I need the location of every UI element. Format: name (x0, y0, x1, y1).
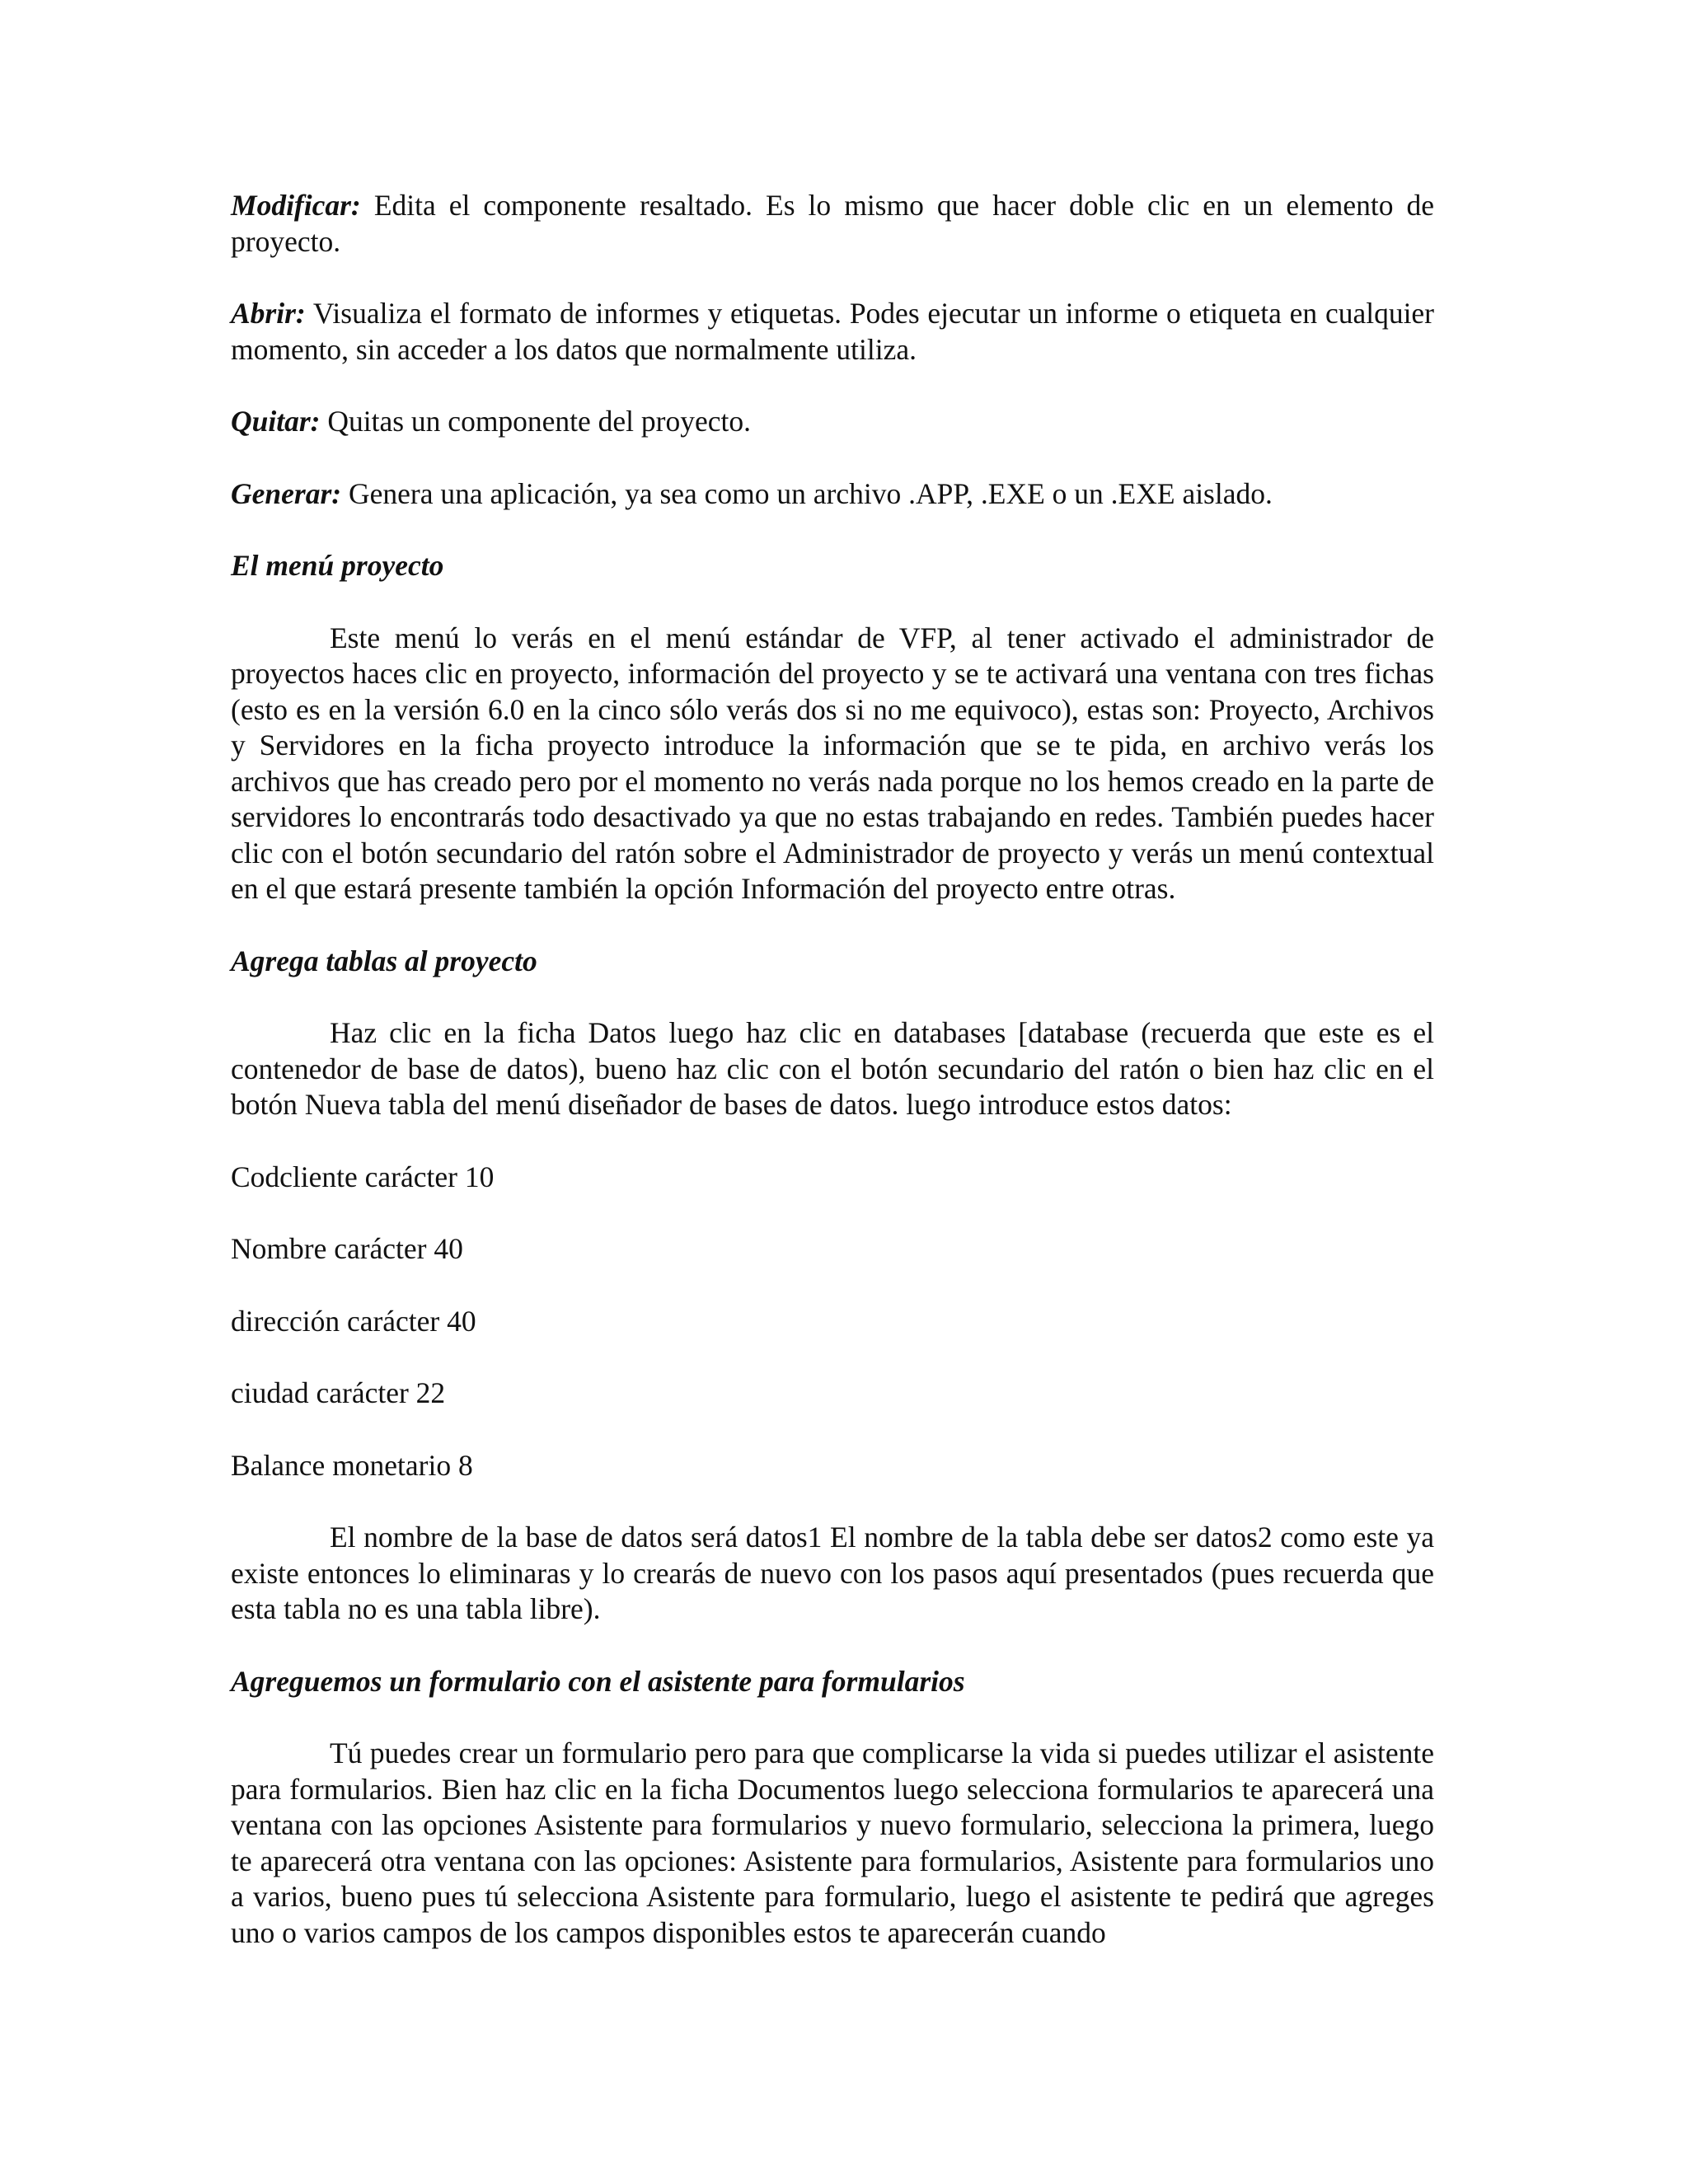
definition-term: Modificar: (231, 189, 361, 222)
definition-modificar (231, 188, 1434, 260)
definition-term: Quitar: (231, 405, 321, 438)
table-field-line: Nombre carácter 40 (231, 1232, 463, 1265)
definition-term: Generar: (231, 476, 342, 510)
definition-quitar (231, 404, 1434, 440)
section-body-agreguemos-formulario: Tú puedes crear un formulario pero para que complicarse la vida si puedes utilizar el asistente para formularios. Bien haz clic en la ficha Documentos luego selecciona formularios te aparecerá una ventana con las opciones Asistente para formularios y nuevo formulario, selecciona la primera, luego te aparecerá otra ventana con las opciones: Asistente para formularios, Asistente para formularios uno a varios, bueno pues tú selecciona Asistente para formulario, luego el asistente te pedirá que agreges uno o varios campos de los campos disponibles estos te aparecerán cuando (231, 1736, 1434, 1949)
definition-text: Genera una aplicación, ya sea como un archivo .APP, .EXE o un .EXE aislado. (348, 476, 1273, 510)
definition-term: Abrir: (231, 297, 306, 330)
table-field-line: ciudad carácter 22 (231, 1376, 446, 1409)
definition-generar (231, 476, 1434, 513)
section-heading-menu-proyecto: El menú proyecto (231, 549, 444, 582)
section-heading-agreguemos-formulario: Agreguemos un formulario con el asistente para formularios (231, 1664, 965, 1698)
document-page (231, 188, 1434, 1951)
section-body-menu-proyecto: Este menú lo verás en el menú estándar de VFP, al tener activado el administrador de proyectos haces clic en proyecto, información del proyecto y se te activará una ventana con tres fichas (esto es en la versión 6.0 en la cinco sólo verás dos si no me equivoco), estas son: Proyecto, Archivos y Servidores en la ficha proyecto introduce la información que se te pida, en archivo verás los archivos que has creado pero por el momento no verás nada porque no los hemos creado en la parte de servidores lo encontrarás todo desactivado ya que no estas trabajando en redes. También puedes hacer clic con el botón secundario del ratón sobre el Administrador de proyecto y verás un menú contextual en el que estará presente también la opción Información del proyecto entre otras. (231, 621, 1434, 905)
section-heading-agrega-tablas: Agrega tablas al proyecto (231, 944, 537, 977)
definition-abrir (231, 296, 1434, 368)
definition-text: Edita el componente resaltado. Es lo mismo que hacer doble clic en un elemento de proyecto. (231, 189, 1435, 258)
definition-text: Quitas un componente del proyecto. (327, 405, 751, 438)
table-field-line: Balance monetario 8 (231, 1448, 473, 1482)
table-field-line: Codcliente carácter 10 (231, 1160, 495, 1193)
table-field-line: dirección carácter 40 (231, 1304, 476, 1338)
section-body-agrega-tablas: Haz clic en la ficha Datos luego haz clic en databases [database (recuerda que este es el contenedor de base de datos), bueno haz clic con el botón secundario del ratón o bien haz clic en el botón Nueva tabla del menú diseñador de bases de datos. luego introduce estos datos: (231, 1016, 1434, 1121)
section-note-agrega-tablas: El nombre de la base de datos será datos1 El nombre de la tabla debe ser datos2 como este ya existe entonces lo eliminaras y lo crearás de nuevo con los pasos aquí presentados (pues recuerda que esta tabla no es una tabla libre). (231, 1521, 1434, 1625)
definition-text: Visualiza el formato de informes y etiquetas. Podes ejecutar un informe o etiqueta en cualquier momento, sin acceder a los datos que normalmente utiliza. (231, 297, 1435, 366)
